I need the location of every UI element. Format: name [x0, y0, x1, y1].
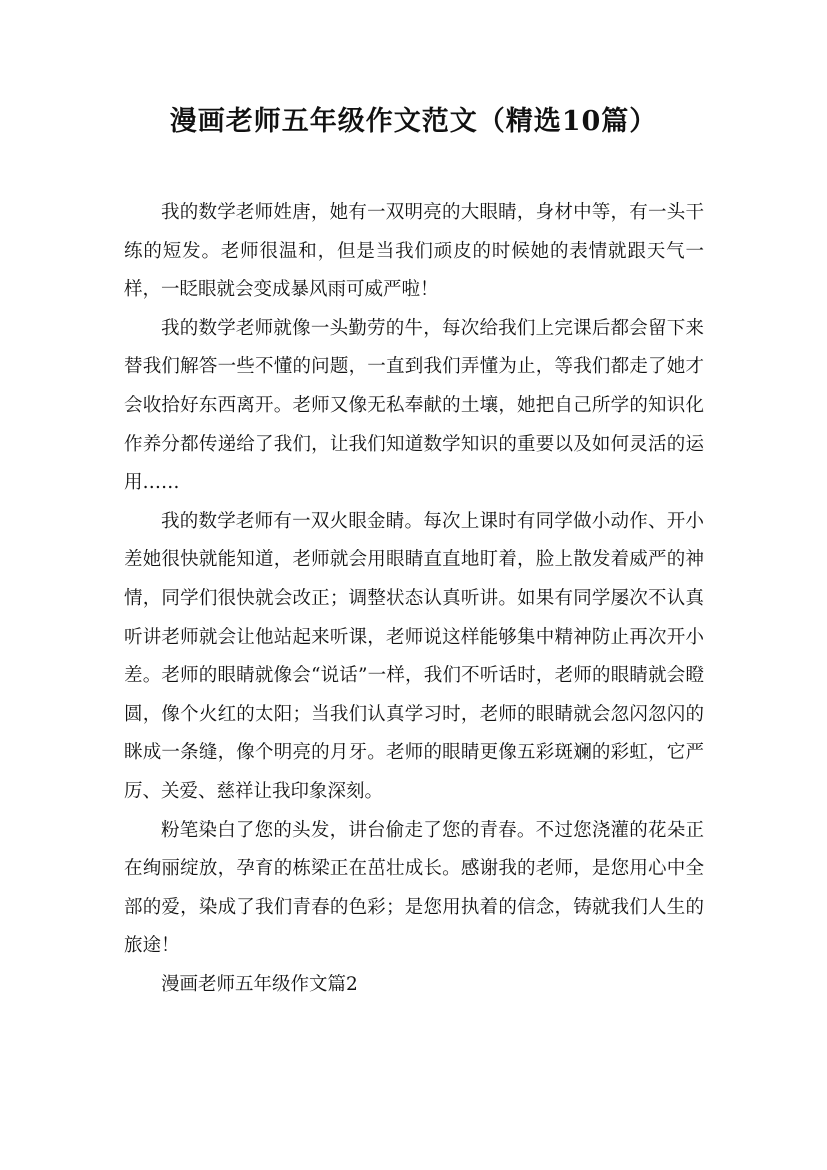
paragraph: 我的数学老师有一双火眼金睛。每次上课时有同学做小动作、开小差她很快就能知道，老师就会用眼睛直直地盯着，脸上散发着威严的神情，同学们很快就会改正；调整状态认真听讲。如果有同学屡次不认真听讲老师就会让他站起来听课，老师说这样能够集中精神防止再次开小差。老师的眼睛就像会“说话”一样，我们不听话时，老师的眼睛就会瞪圆，像个火红的太阳；当我们认真学习时，老师的眼睛就会忽闪忽闪的眯成一条缝，像个明亮的月牙。老师的眼睛更像五彩斑斓的彩虹，它严厉、关爱、慈祥让我印象深刻。 — [124, 510, 704, 802]
paragraph: 粉笔染白了您的头发，讲台偷走了您的青春。不过您浇灌的花朵正在绚丽绽放，孕育的栋梁正在茁壮成长。感谢我的老师，是您用心中全部的爱，染成了我们青春的色彩；是您用执着的信念，铸就我们人生的旅途！ — [124, 819, 704, 957]
paragraph: 我的数学老师姓唐，她有一双明亮的大眼睛，身材中等，有一头干练的短发。老师很温和，但是当我们顽皮的时候她的表情就跟天气一样，一眨眼就会变成暴风雨可威严啦！ — [124, 202, 704, 301]
document-body — [124, 194, 704, 1004]
paragraph: 我的数学老师就像一头勤劳的牛，每次给我们上完课后都会留下来替我们解答一些不懂的问题，一直到我们弄懂为止，等我们都走了她才会收拾好东西离开。老师又像无私奉献的土壤，她把自己所学的知识化作养分都传递给了我们，让我们知道数学知识的重要以及如何灵活的运用…… — [124, 317, 704, 494]
document-title: 漫画老师五年级作文范文（精选10篇） — [169, 106, 658, 137]
section-heading: 漫画老师五年级作文篇2 — [161, 973, 358, 995]
